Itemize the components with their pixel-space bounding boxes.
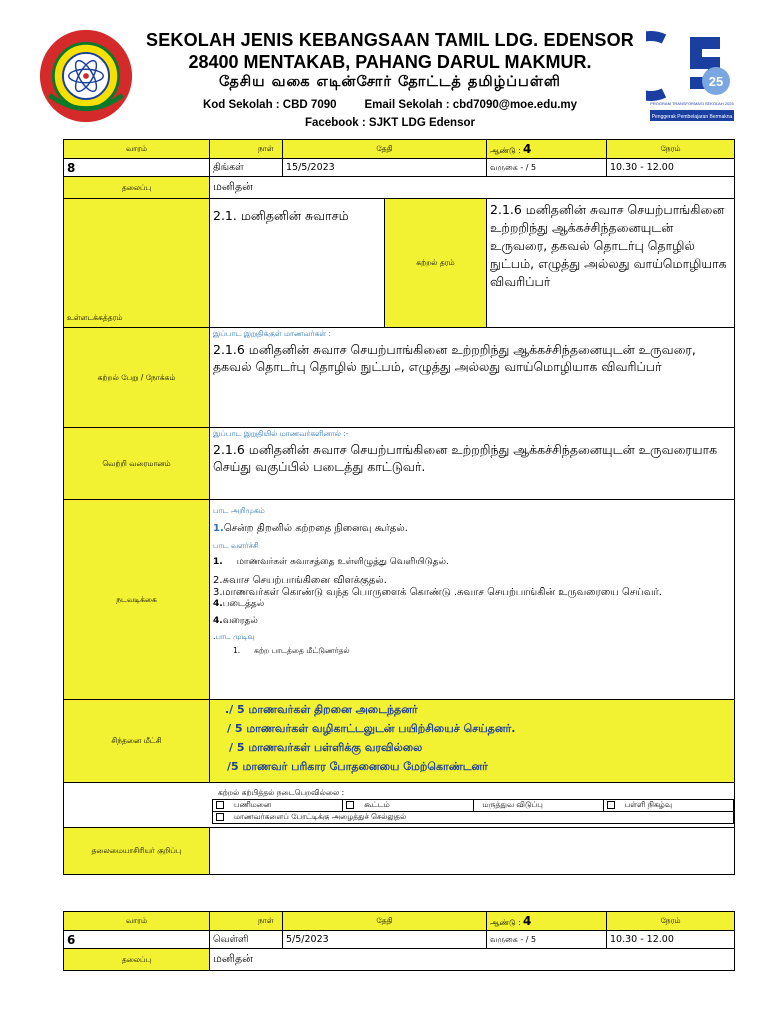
closure-heading: .பாட முடிவு [213, 632, 255, 641]
objective-label: கற்றல் பேறு / நோக்கம் [64, 328, 210, 428]
date-value: 15/5/2023 [283, 159, 487, 177]
objective-cell [210, 328, 735, 428]
date-label: தேதி [283, 140, 487, 159]
topic-row [64, 177, 735, 199]
topic-value: மனிதன் [210, 177, 735, 199]
lesson-plan-table-1 [63, 139, 735, 875]
school-crest-logo [38, 28, 134, 124]
content-standard-label: உள்ளடக்கத்தரம் [64, 199, 210, 328]
not-done-options [212, 799, 734, 824]
date-label-2: தேதி [283, 912, 487, 931]
topic-label-2: தலைப்பு [64, 949, 210, 971]
development-step-1-number: 1. [213, 557, 223, 567]
checkbox-meeting[interactable] [346, 801, 354, 809]
school-facebook: Facebook : SJKT LDG Edensor [305, 117, 475, 129]
year-label-2: ஆண்டு : 4 [487, 912, 607, 931]
topic-row-2 [64, 949, 735, 971]
reflection-line-1: ./ 5 மாணவர்கள் திறனை அடைந்தனர் [225, 703, 418, 716]
objective-value: 2.1.6 மனிதனின் சுவாச செயற்பாங்கினை உற்றறிந்து ஆக்கச்சிந்தனையுடன் உருவரை, தகவல் தொடர்பு தொழில் நுட்பம், எழுத்து அல்லது வாய்மொழியாக விவரிப்பர் [213, 342, 696, 374]
logo-tagline: Penggerak Pembelajaran Bermakna [651, 114, 733, 120]
reflection-cell [210, 700, 735, 783]
year-value-2: 4 [523, 914, 532, 928]
school-name: SEKOLAH JENIS KEBANGSAAN TAMIL LDG. EDENSOR [146, 30, 634, 50]
learning-standard-label: கற்றல் தரம் [385, 199, 487, 328]
objective-row [64, 328, 735, 428]
time-value-2: 10.30 - 12.00 [607, 931, 735, 949]
development-step-4: 4.படைத்தல் [213, 599, 265, 609]
reflection-row [64, 700, 735, 783]
activities-label: நடவடிக்கை [64, 500, 210, 700]
day-value-2: வெள்ளி [210, 931, 283, 949]
learning-standard-value: 2.1.6 மனிதனின் சுவாச செயற்பாங்கினை உற்றறிந்து ஆக்கச்சிந்தனையுடன் உருவரை, தகவல் தொடர்பு தொழில் நுட்பம், எழுத்து அல்லது வாய்மொழியாக விவரிப்பர் [487, 199, 735, 328]
time-label: நேரம் [607, 140, 735, 159]
closure-prefix: . [213, 632, 216, 641]
lesson-plan-table-2 [63, 911, 735, 971]
day-value: திங்கள் [210, 159, 283, 177]
attendance-value-2: வருகை - / 5 [487, 931, 607, 949]
checkbox-competition[interactable] [216, 813, 224, 821]
development-step-1: 1. மாணவர்கள் சுவாசத்தை உள்ளிழுத்து வெளியிடுதல். [213, 557, 449, 567]
development-step-5-number: 4. [213, 616, 223, 626]
week-label-2: வாரம் [64, 912, 210, 931]
option-workshop[interactable]: பணிமனை [213, 799, 343, 811]
header-row [64, 140, 735, 159]
option-school-event[interactable]: பள்ளி நிகழ்வு [603, 799, 733, 811]
time-label-2: நேரம் [607, 912, 735, 931]
school-code: Kod Sekolah : CBD 7090 [202, 99, 337, 111]
letterhead [0, 0, 768, 140]
development-step-3: 3.மாணவர்கள் கொண்டு வந்த பொருளைக் கொண்டு .சுவாச செயற்பாங்கின் உருவரையை செய்வர். [213, 587, 662, 598]
activities-cell [210, 500, 735, 700]
day-label: நாள் [210, 140, 283, 159]
not-done-heading: கற்றல் கற்பித்தல் நடைபெறவில்லை : [218, 787, 345, 797]
closure-step-number: 1. [233, 646, 241, 655]
activities-row [64, 500, 735, 700]
week-label: வாரம் [64, 140, 210, 159]
day-label-2: நாள் [210, 912, 283, 931]
success-criteria-cell [210, 428, 735, 500]
objective-heading: இப்பாட இறுதிக்குள் மாணவர்கள் : [213, 329, 332, 338]
header-row-2 [64, 912, 735, 931]
time-value: 10.30 - 12.00 [607, 159, 735, 177]
intro-step-number: 1. [213, 523, 224, 534]
week-value: 8 [64, 159, 210, 177]
success-criteria-value: 2.1.6 மனிதனின் சுவாச செயற்பாங்கினை உற்றறிந்து ஆக்கச்சிந்தனையுடன் உருவரையாக செய்து வகுப்பில் படைத்து காட்டுவர். [213, 442, 718, 474]
hm-note-label: தலைமையாசிரியர் குறிப்பு [64, 828, 210, 875]
content-standard-value: 2.1. மனிதனின் சுவாசம் [210, 199, 385, 328]
development-heading: பாட வளர்ச்சி [213, 541, 259, 550]
reflection-line-2: / 5 மாணவர்கள் வழிகாட்டலுடன் பயிற்சியைச் செய்தனர். [227, 722, 516, 735]
hm-note-row [64, 828, 735, 875]
school-tamil-name: தேசிய வகை எடின்சோர் தோட்டத் தமிழ்ப்பள்ளி [219, 74, 561, 90]
checkbox-workshop[interactable] [216, 801, 224, 809]
standards-row [64, 199, 735, 328]
reflection-label: சிந்தனை மீட்சி [64, 700, 210, 783]
school-contact-line [140, 99, 640, 111]
success-criteria-row [64, 428, 735, 500]
year-value: 4 [523, 142, 532, 156]
development-step-4-number: 4. [213, 599, 223, 609]
development-step-5: 4.வரைதல் [213, 616, 258, 626]
topic-value-2: மனிதன் [210, 949, 735, 971]
hm-note-value[interactable] [210, 828, 735, 875]
not-done-row [64, 783, 735, 828]
year-label: ஆண்டு : 4 [487, 140, 607, 159]
logo-number: 25 [708, 74, 724, 89]
school-email: Email Sekolah : cbd7090@moe.edu.my [364, 99, 578, 111]
week-value-2: 6 [64, 931, 210, 949]
option-meeting[interactable]: கூட்டம் [343, 799, 473, 811]
development-step-2: 2.சுவாச செயற்பாங்கினை விளக்குதல். [213, 575, 387, 586]
intro-heading: பாட அறிமுகம் [213, 506, 265, 515]
school-address: 28400 MENTAKAB, PAHANG DARUL MAKMUR. [188, 52, 592, 72]
success-criteria-label: வெற்றி வரைமானம் [64, 428, 210, 500]
checkbox-school-event[interactable] [607, 801, 615, 809]
not-done-cell [64, 783, 735, 828]
attendance-value: வருகை - / 5 [487, 159, 607, 177]
topic-label: தலைப்பு [64, 177, 210, 199]
success-heading: இப்பாட இறுதியில் மாணவர்களினால் :- [213, 429, 349, 438]
info-row [64, 159, 735, 177]
transformation-program-logo [646, 27, 738, 125]
logo-caption: PROGRAM TRANSFORMASI SEKOLAH 2025 [650, 101, 734, 106]
intro-step: 1.சென்ற திறனில் கற்றதை நினைவு கூர்தல். [213, 523, 408, 534]
info-row-2 [64, 931, 735, 949]
closure-step: 1. கற்ற பாடத்தை மீட்டுணர்தல் [233, 646, 350, 655]
reflection-line-4: /5 மாணவர் பரிகார போதனையை மேற்கொண்டனர் [227, 760, 488, 773]
option-medical-leave[interactable]: மருத்துவ விடுப்பு [473, 799, 603, 811]
reflection-line-3: / 5 மாணவர்கள் பள்ளிக்கு வரவில்லை [229, 741, 423, 754]
option-competition[interactable]: மாணவர்களைப் போட்டிக்கு அழைத்துச் செல்லுதல் [213, 811, 734, 823]
date-value-2: 5/5/2023 [283, 931, 487, 949]
